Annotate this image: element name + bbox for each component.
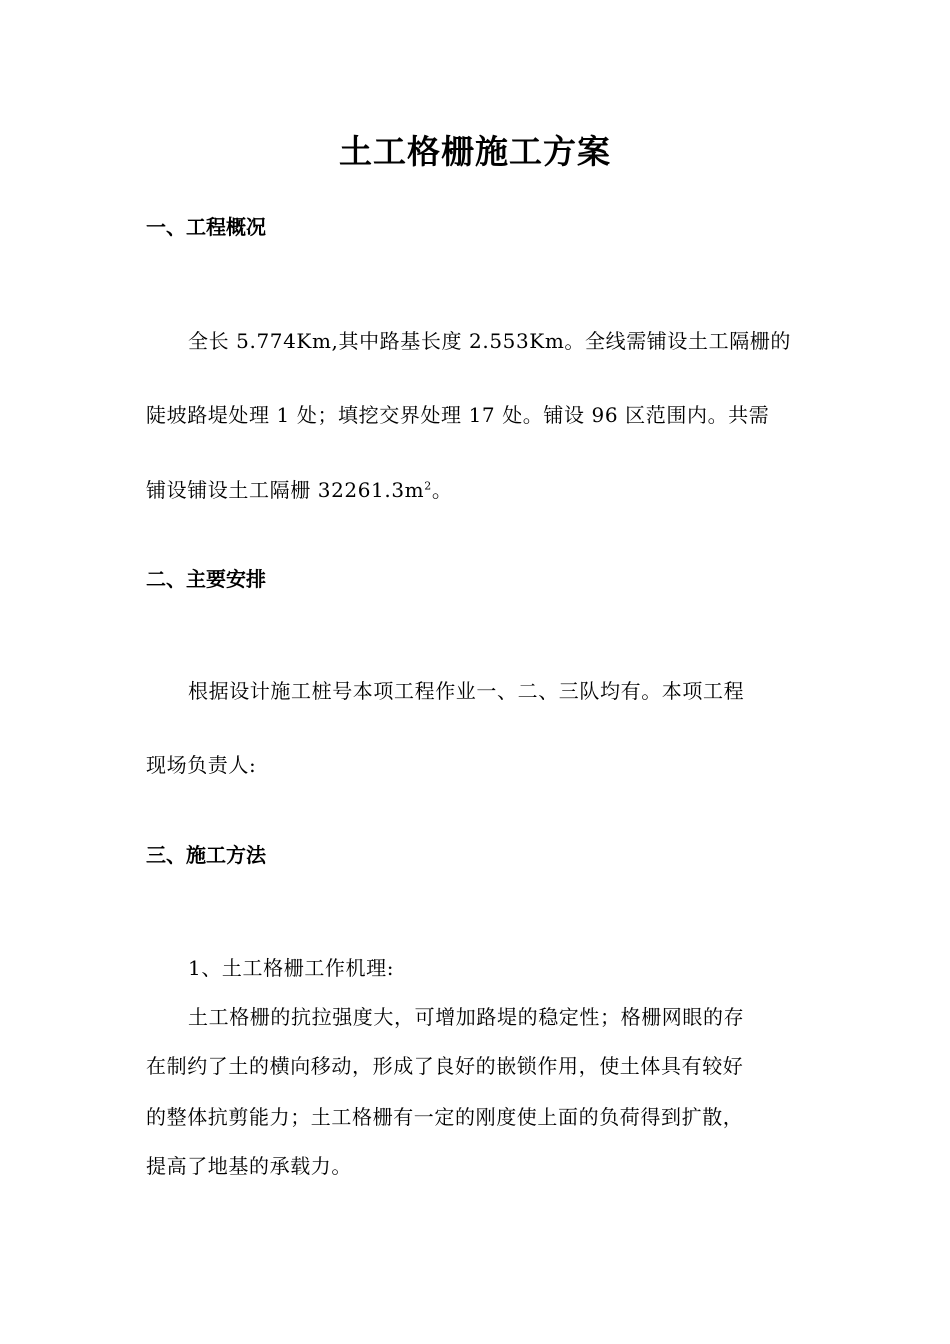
paragraph-line: 在制约了土的横向移动，形成了良好的嵌锁作用，使土体具有较好 (146, 1054, 744, 1078)
subsection-heading: 1、土工格栅工作机理: (188, 956, 395, 980)
paragraph-line-area (146, 475, 806, 505)
paragraph-line: 的整体抗剪能力；土工格栅有一定的刚度使上面的负荷得到扩散， (146, 1105, 744, 1129)
section-heading-arrangement: 二、主要安排 (146, 567, 266, 591)
paragraph-line: 陡坡路堤处理 1 处；填挖交界处理 17 处。铺设 96 区范围内。共需 (146, 403, 770, 427)
area-text: 铺设铺设土工隔栅 32261.3m (146, 478, 425, 502)
document-title: 土工格栅施工方案 (339, 132, 611, 171)
area-tail: 。 (431, 478, 453, 502)
section-heading-method: 三、施工方法 (146, 843, 266, 867)
paragraph-line: 土工格栅的抗拉强度大，可增加路堤的稳定性；格栅网眼的存 (188, 1005, 745, 1029)
paragraph-line: 提高了地基的承载力。 (146, 1154, 352, 1178)
section-heading-overview: 一、工程概况 (146, 215, 266, 239)
area-superscript: 2 (424, 479, 432, 493)
paragraph-line: 根据设计施工桩号本项工程作业一、二、三队均有。本项工程 (188, 679, 745, 703)
paragraph-line: 现场负责人: (146, 753, 257, 777)
paragraph-line: 全长 5.774Km,其中路基长度 2.553Km。全线需铺设土工隔栅的 (188, 329, 791, 353)
